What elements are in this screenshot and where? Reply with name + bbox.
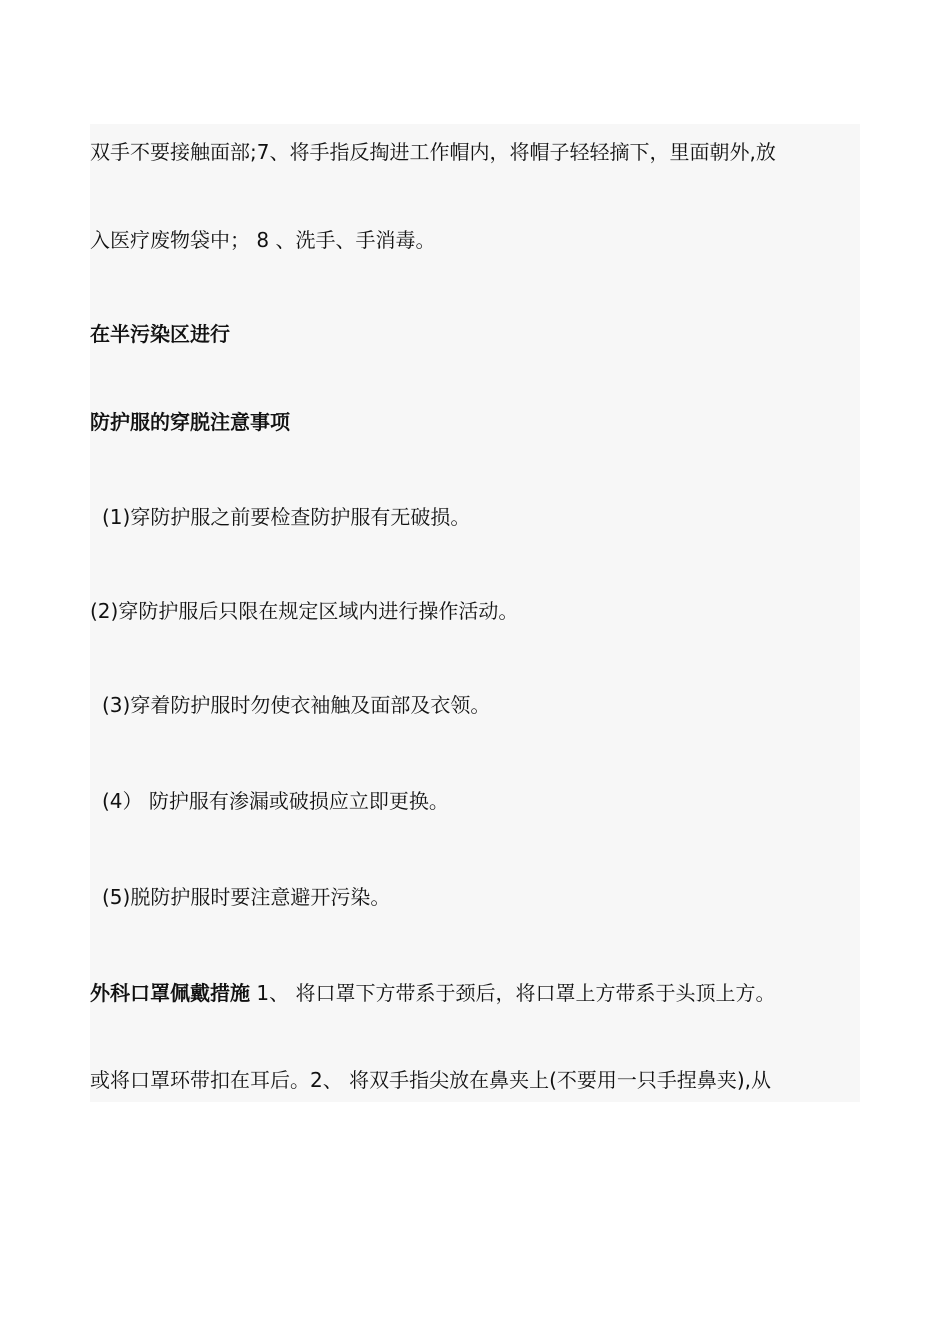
section-note: 在半污染区进行 [90,322,230,346]
paragraph-line: 入医疗废物袋中； 8 、洗手、手消毒。 [90,228,436,252]
note-item: (3)穿着防护服时勿使衣袖触及面部及衣领。 [102,693,491,717]
note-item: (4） 防护服有渗漏或破损应立即更换。 [102,789,449,813]
mask-section-title: 外科口罩佩戴措施 [90,981,250,1005]
paragraph-line: 双手不要接触面部;7、将手指反掏进工作帽内，将帽子轻轻摘下，里面朝外,放 [90,140,776,164]
note-item: (2)穿防护服后只限在规定区域内进行操作活动。 [90,599,519,623]
note-item: (5)脱防护服时要注意避开污染。 [102,885,391,909]
mask-section-line [90,979,775,1007]
mask-section-text: 1、 将口罩下方带系于颈后，将口罩上方带系于头顶上方。 [250,981,776,1005]
note-item: (1)穿防护服之前要检查防护服有无破损。 [102,505,471,529]
notes-heading: 防护服的穿脱注意事项 [90,410,290,434]
mask-section-line: 或将口罩环带扣在耳后。2、 将双手指尖放在鼻夹上(不要用一只手捏鼻夹),从 [90,1068,772,1092]
